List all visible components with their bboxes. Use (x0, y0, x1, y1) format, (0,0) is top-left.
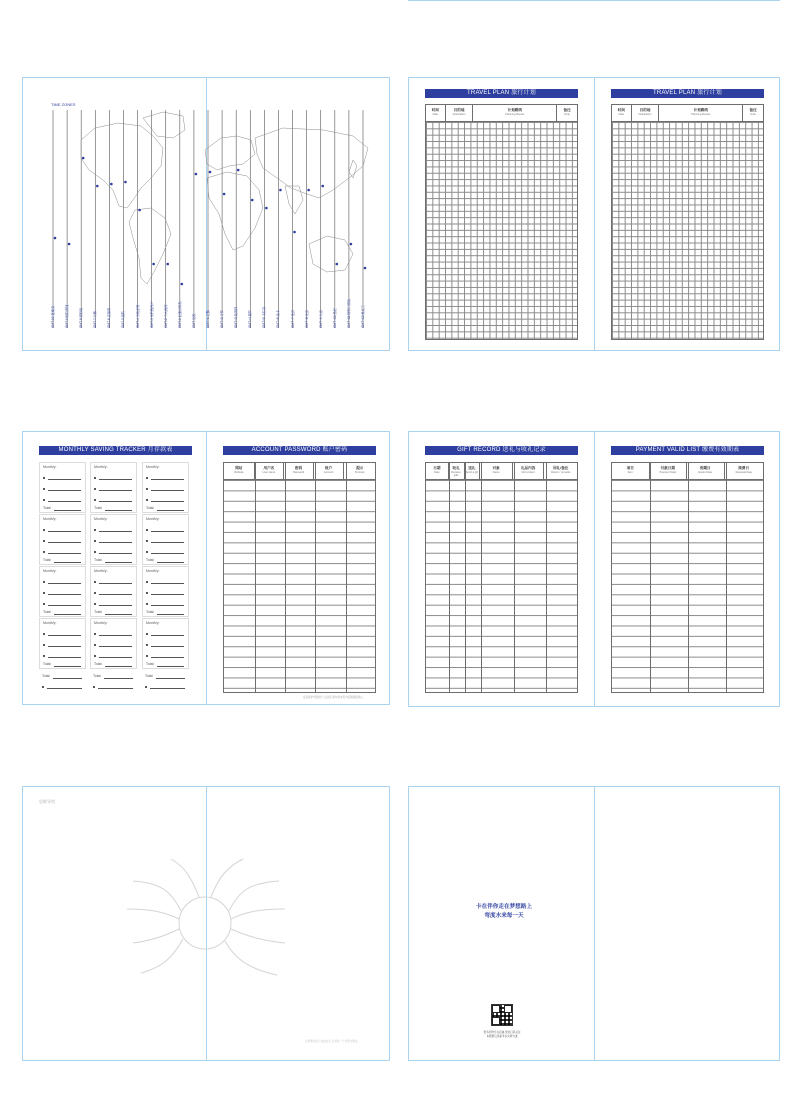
mind-map-branch (127, 909, 179, 919)
city-dot (209, 171, 212, 174)
time-zones-title: TIME ZONES (51, 102, 76, 107)
city-dot (364, 267, 367, 270)
gift-record-title: GIFT RECORD 送礼与收礼记录 (425, 446, 578, 455)
time-zone-label: GMT-2 中大西洋 (163, 304, 168, 328)
time-zone-label: GMT+11 所罗门群岛 (346, 298, 351, 328)
total-label: Total: (91, 608, 136, 616)
page-fold (206, 432, 207, 704)
monthly-saving-box[interactable] (39, 514, 86, 565)
total-label: Total: (90, 672, 137, 680)
dot-grid[interactable] (612, 122, 763, 339)
total-label: Total: (39, 672, 86, 680)
mind-map-branch (133, 929, 179, 943)
time-zone-label: GMT+4 迪拜 (248, 310, 253, 328)
monthly-saving-box[interactable] (90, 566, 137, 617)
saving-entry-line[interactable] (143, 597, 188, 608)
city-dot (181, 283, 184, 286)
europe-outline (205, 136, 255, 170)
total-label: Total: (40, 556, 85, 564)
north-america-outline (81, 123, 163, 208)
saving-entry-line[interactable] (40, 523, 85, 534)
closing-slogan (449, 903, 559, 921)
time-zone-label: GMT-4 圣地亚哥 (135, 304, 140, 328)
payment-valid-table: 项目 Item 付款日期 Payment Date 到期日 Expire Date 续费日 Renewal Date (611, 462, 764, 693)
saving-entry-line[interactable] (40, 627, 85, 638)
city-dot (279, 189, 282, 192)
gift-record-table: 日期 Date 收礼 Receive gifts 送礼 Send a gift 对象 Name 礼品内容 Gift content 回礼/备注 Return / remarks (425, 462, 578, 693)
time-zone-label: GMT+9 东京 (318, 310, 323, 328)
time-zone-label: GMT-7 丹佛 (93, 311, 98, 328)
qr-caption-1: 更多好物尽在店铺,欢迎扫码关注 (483, 1031, 521, 1034)
mind-map-footer: 让思维在纸上自由生长,记录每一个灵感与想法 (305, 1040, 358, 1043)
city-dot (138, 209, 141, 212)
saving-entry-line[interactable] (143, 575, 188, 586)
city-dot (110, 183, 113, 186)
month-label: Month/y: (43, 517, 57, 521)
time-zone-label: GMT 伦敦 (191, 313, 196, 328)
month-label: Month/y: (43, 621, 57, 625)
city-dot (307, 189, 310, 192)
time-zones-spread (22, 77, 390, 351)
saving-entry-line[interactable] (91, 649, 136, 660)
city-dot (321, 185, 324, 188)
saving-entry-line[interactable] (40, 638, 85, 649)
travel-plan-spread (408, 77, 780, 351)
saving-entry-line[interactable] (143, 534, 188, 545)
time-zone-label: GMT-8 洛杉矶 (79, 307, 84, 328)
saving-entry-line[interactable] (91, 627, 136, 638)
saving-entry-line[interactable] (40, 649, 85, 660)
time-zone-label: GMT+12 奥克兰 (361, 305, 365, 328)
saving-entry-line[interactable] (143, 471, 188, 482)
month-label: Month/y: (146, 517, 160, 521)
gift-payment-spread (408, 431, 780, 707)
mind-map-center (179, 897, 231, 949)
saving-entry-line[interactable] (39, 680, 86, 691)
page-fold (594, 787, 595, 1060)
closing-line-2: 弯度水来每一天 (484, 913, 524, 919)
saving-entry-line[interactable] (91, 493, 136, 504)
monthly-saving-box[interactable] (90, 618, 137, 669)
mind-map-branch (141, 939, 183, 973)
mind-map-branch (231, 909, 285, 919)
city-dot (350, 243, 353, 246)
saving-entry-line[interactable] (40, 575, 85, 586)
saving-entry-line[interactable] (142, 680, 189, 691)
saving-entry-line[interactable] (143, 627, 188, 638)
japan-outline (349, 160, 357, 178)
africa-outline (207, 172, 263, 250)
month-label: Month/y: (146, 465, 160, 469)
annual-total-box[interactable] (90, 672, 137, 691)
closing-spread (408, 786, 780, 1061)
monthly-saving-box[interactable] (142, 514, 189, 565)
saving-entry-line[interactable] (40, 545, 85, 556)
time-zone-label: GMT+1 巴黎 (206, 310, 210, 328)
month-label: Month/y: (94, 465, 108, 469)
time-zone-label: GMT-3 里约热内卢 (149, 301, 154, 328)
saving-entry-line[interactable] (90, 680, 137, 691)
city-dot (124, 181, 127, 184)
account-password-title: ACCOUNT PASSWORD 账户密码 (223, 446, 376, 455)
month-label: Month/y: (94, 621, 108, 625)
saving-entry-line[interactable] (40, 471, 85, 482)
total-label: Total: (40, 608, 85, 616)
saving-entry-line[interactable] (143, 586, 188, 597)
month-label: Month/y: (43, 569, 57, 573)
saving-password-spread (22, 431, 390, 705)
time-zone-label: GMT-6 芝加哥 (107, 307, 112, 328)
monthly-saving-box[interactable] (90, 514, 137, 565)
india-outline (285, 186, 303, 214)
saving-entry-line[interactable] (91, 482, 136, 493)
saving-entry-line[interactable] (91, 523, 136, 534)
total-label: Total: (143, 556, 188, 564)
total-label: Total: (142, 672, 189, 680)
saving-entry-line[interactable] (143, 523, 188, 534)
city-dot (265, 207, 268, 210)
mind-map-branch (229, 881, 279, 911)
city-dot (166, 263, 169, 266)
travel-plan-title-right: TRAVEL PLAN 旅行计划 (611, 89, 764, 98)
saving-entry-line[interactable] (91, 545, 136, 556)
travel-plan-title-left: TRAVEL PLAN 旅行计划 (425, 89, 578, 98)
saving-entry-line[interactable] (91, 597, 136, 608)
mind-map-branch (133, 881, 181, 911)
total-label: Total: (143, 660, 188, 668)
saving-entry-line[interactable] (143, 545, 188, 556)
total-label: Total: (40, 660, 85, 668)
previous-spread-edge (408, 0, 780, 1)
travel-plan-table-left: 时间 Date 目的地 Destination 计划路线 Planning Routes 备注 Note (425, 104, 578, 340)
page-fold (594, 432, 595, 706)
monthly-saving-box[interactable] (90, 462, 137, 513)
city-dot (82, 157, 85, 160)
time-zone-label: GMT-9 阿拉斯加 (65, 304, 70, 328)
travel-plan-table-right: 时间 Date 目的地 Destination 计划路线 Planning Routes 备注 Note (611, 104, 764, 340)
city-dot (336, 263, 339, 266)
time-zone-label: GMT+6 达卡 (276, 310, 281, 328)
monthly-saving-box[interactable] (142, 566, 189, 617)
monthly-saving-box[interactable] (39, 618, 86, 669)
month-label: Month/y: (94, 569, 108, 573)
month-label: Month/y: (146, 569, 160, 573)
mind-map-spread (22, 786, 390, 1061)
south-america-outline (129, 208, 171, 284)
mind-map-branch (225, 941, 277, 975)
time-zone-label: GMT+10 悉尼 (332, 308, 337, 328)
saving-entry-line[interactable] (143, 493, 188, 504)
saving-entry-line[interactable] (91, 586, 136, 597)
monthly-saving-box[interactable] (39, 462, 86, 513)
saving-entry-line[interactable] (40, 597, 85, 608)
saving-entry-line[interactable] (40, 493, 85, 504)
city-dot (251, 199, 254, 202)
monthly-saving-box[interactable] (142, 618, 189, 669)
australia-outline (309, 236, 353, 272)
mind-map-branch (171, 859, 199, 897)
mind-map-corner-note: 思维导图 (39, 799, 55, 804)
mind-map-branch (231, 929, 285, 943)
saving-entry-line[interactable] (143, 638, 188, 649)
time-zone-label: GMT+7 曼谷 (290, 310, 295, 328)
city-dot (237, 169, 240, 172)
total-label: Total: (91, 660, 136, 668)
saving-entry-line[interactable] (91, 575, 136, 586)
city-dot (223, 193, 226, 196)
saving-entry-line[interactable] (40, 534, 85, 545)
qr-caption-2: 本图册仅供参考以实物为准 (486, 1035, 518, 1038)
monthly-saving-box[interactable] (39, 566, 86, 617)
total-label: Total: (91, 556, 136, 564)
month-label: Month/y: (43, 465, 57, 469)
asia-outline (255, 128, 368, 198)
dot-grid[interactable] (426, 122, 577, 339)
city-dot (152, 263, 155, 266)
total-label: Total: (40, 504, 85, 512)
total-label: Total: (91, 504, 136, 512)
month-label: Month/y: (146, 621, 160, 625)
saving-entry-line[interactable] (91, 534, 136, 545)
page-fold (594, 78, 595, 350)
payment-valid-title: PAYMENT VALID LIST 缴费有效期表 (611, 446, 764, 455)
saving-entry-line[interactable] (143, 482, 188, 493)
total-label: Total: (143, 504, 188, 512)
city-dot (68, 243, 71, 246)
city-dot (293, 231, 296, 234)
monthly-saving-title: MONTHLY SAVING TRACKER 月存款表 (39, 446, 192, 455)
time-zone-label: GMT-10 夏威夷 (51, 306, 55, 328)
mind-map-diagram[interactable] (23, 787, 391, 1062)
time-zone-label: GMT-5 纽约 (121, 311, 126, 328)
saving-entry-line[interactable] (143, 649, 188, 660)
city-dot (54, 237, 57, 240)
month-label: Month/y: (94, 517, 108, 521)
city-dot (96, 185, 99, 188)
time-zone-label: GMT+5 卡拉奇 (262, 306, 267, 328)
annual-total-box[interactable] (39, 672, 86, 691)
annual-total-box[interactable] (142, 672, 189, 691)
saving-entry-line[interactable] (40, 482, 85, 493)
greenland-outline (143, 112, 185, 138)
saving-entry-line[interactable] (40, 586, 85, 597)
password-footnote: 注意保护好您的个人信息,请勿将本页内容泄露给他人 (303, 696, 364, 699)
time-zone-label: GMT+2 开罗 (220, 310, 225, 328)
time-zone-label: GMT+3 莫斯科 (234, 306, 239, 328)
saving-entry-line[interactable] (91, 471, 136, 482)
city-dot (195, 173, 198, 176)
account-password-table: 网站 Website 用户名 User name 密码 Password 账户 Account 提示 Prompts (223, 462, 376, 693)
closing-line-1: 卡在伴你走在梦想路上 (476, 904, 532, 910)
qr-code[interactable] (491, 1004, 513, 1026)
mind-map-branch (211, 859, 243, 897)
entry-rows[interactable] (224, 480, 375, 692)
time-zone-label: GMT-1 亚速尔群岛 (177, 301, 182, 328)
monthly-saving-box[interactable] (142, 462, 189, 513)
total-label: Total: (143, 608, 188, 616)
saving-entry-line[interactable] (91, 638, 136, 649)
time-zone-label: GMT+8 北京 (304, 310, 309, 328)
